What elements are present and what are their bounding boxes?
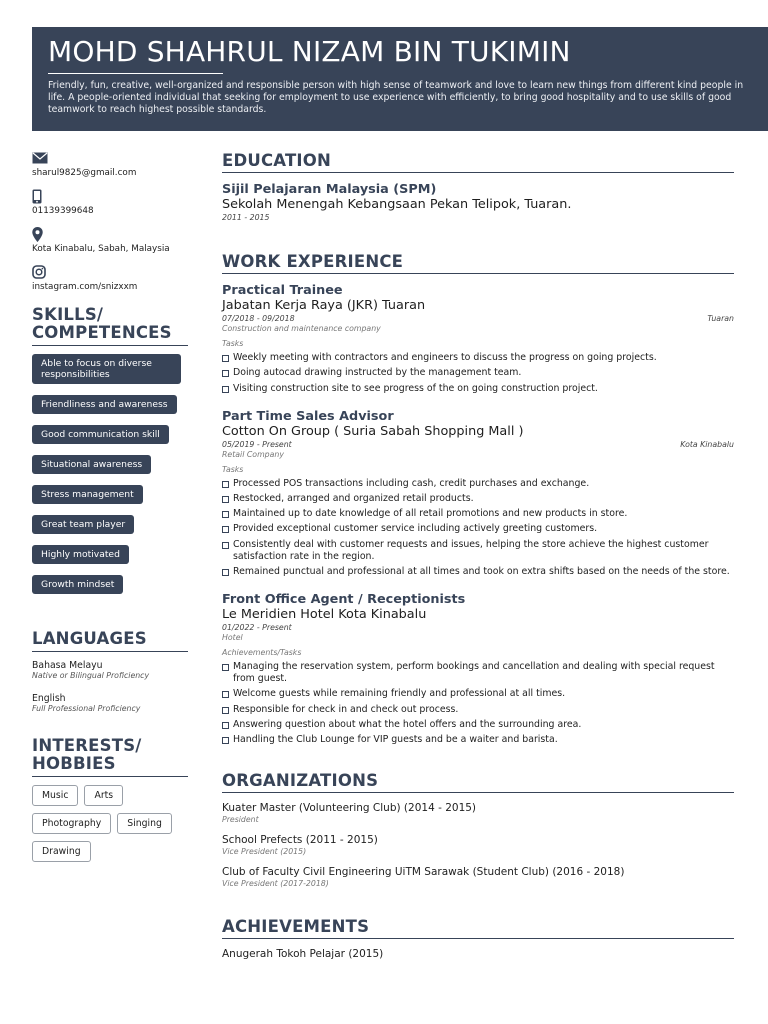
organization-name: Kuater Master (Volunteering Club) (2014 - 2015) bbox=[222, 802, 477, 815]
mail-icon bbox=[32, 152, 48, 164]
job-location: Kota Kinabalu bbox=[680, 439, 734, 449]
task-item: Answering question about what the hotel offers and the surrounding area. bbox=[222, 719, 734, 731]
skill-tag: Situational awareness bbox=[32, 455, 151, 474]
work-heading: WORK EXPERIENCE bbox=[222, 252, 404, 271]
job-role: Front Office Agent / Receptionists bbox=[222, 592, 466, 608]
education-dates: 2011 - 2015 bbox=[222, 213, 270, 222]
organization-name: School Prefects (2011 - 2015) bbox=[222, 834, 378, 847]
hobby-tag: Drawing bbox=[32, 841, 91, 862]
contact-location bbox=[32, 226, 188, 254]
job-meta bbox=[222, 440, 734, 450]
language-name: Bahasa Melayu bbox=[32, 660, 103, 671]
skills-rule bbox=[32, 345, 188, 346]
interests-heading: INTERESTS/ HOBBIES bbox=[32, 736, 142, 773]
sidebar bbox=[32, 150, 188, 862]
tasks-label: Achievements/Tasks bbox=[222, 648, 302, 658]
job-type: Construction and maintenance company bbox=[222, 324, 381, 333]
hobby-tag: Music bbox=[32, 785, 78, 806]
task-item: Maintained up to date knowledge of all retail promotions and new products in store. bbox=[222, 508, 734, 520]
hobbies-list bbox=[32, 785, 188, 862]
job-dates: 05/2019 - Present bbox=[222, 439, 292, 449]
task-item: Provided exceptional customer service including actively greeting customers. bbox=[222, 523, 734, 535]
organization-role: Vice President (2017-2018) bbox=[222, 879, 329, 889]
tasks-label: Tasks bbox=[222, 464, 244, 474]
job-dates: 01/2022 - Present bbox=[222, 623, 292, 633]
resume-header bbox=[32, 27, 768, 131]
job-role: Practical Trainee bbox=[222, 283, 343, 298]
interests-rule bbox=[32, 776, 188, 777]
instagram-text[interactable]: instagram.com/snizxxm bbox=[32, 282, 138, 292]
task-item: Weekly meeting with contractors and engineers to discuss the progress on going projects. bbox=[222, 352, 734, 364]
job-type: Retail Company bbox=[222, 449, 284, 459]
job-org: Le Meridien Hotel Kota Kinabalu bbox=[222, 607, 427, 623]
hobby-tag: Photography bbox=[32, 813, 111, 834]
task-item: Restocked, arranged and organized retail products. bbox=[222, 493, 734, 505]
contact-email bbox=[32, 150, 188, 178]
organization-role: President bbox=[222, 815, 259, 825]
task-list bbox=[222, 661, 734, 746]
skill-tag: Friendliness and awareness bbox=[32, 395, 177, 414]
organization-role: Vice President (2015) bbox=[222, 847, 307, 857]
task-item: Handling the Club Lounge for VIP guests and be a waiter and barista. bbox=[222, 734, 734, 746]
skill-tag: Stress management bbox=[32, 485, 143, 504]
job-meta bbox=[222, 314, 734, 324]
task-item: Visiting construction site to see progress of the on going construction project. bbox=[222, 383, 734, 395]
candidate-name: MOHD SHAHRUL NIZAM BIN TUKIMIN bbox=[48, 35, 571, 68]
education-rule bbox=[222, 172, 734, 173]
main-content bbox=[222, 150, 734, 961]
organizations-heading: ORGANIZATIONS bbox=[222, 771, 379, 791]
skill-tag: Growth mindset bbox=[32, 575, 123, 594]
instagram-icon bbox=[32, 265, 46, 279]
job-entry bbox=[222, 592, 734, 746]
location-text: Kota Kinabalu, Sabah, Malaysia bbox=[32, 244, 170, 254]
job-dates: 07/2018 - 09/2018 bbox=[222, 314, 295, 323]
skill-tag: Great team player bbox=[32, 515, 134, 534]
job-role: Part Time Sales Advisor bbox=[222, 408, 394, 424]
job-entry bbox=[222, 283, 734, 395]
skills-heading: SKILLS/ COMPETENCES bbox=[32, 305, 172, 342]
hobby-tag: Singing bbox=[117, 813, 172, 834]
contact-instagram bbox=[32, 264, 188, 292]
languages-rule bbox=[32, 651, 188, 652]
languages-heading: LANGUAGES bbox=[32, 629, 147, 648]
achievements-rule bbox=[222, 938, 734, 939]
email-text[interactable]: sharul9825@gmail.com bbox=[32, 168, 137, 178]
job-type: Hotel bbox=[222, 633, 243, 643]
job-entry bbox=[222, 409, 734, 578]
achievement-item: Anugerah Tokoh Pelajar (2015) bbox=[222, 948, 384, 961]
skills-list bbox=[32, 354, 188, 605]
skill-tag: Good communication skill bbox=[32, 425, 169, 444]
language-level: Native or Bilingual Proficiency bbox=[32, 671, 150, 680]
job-meta bbox=[222, 623, 734, 633]
skill-tag: Highly motivated bbox=[32, 545, 129, 564]
job-location: Tuaran bbox=[707, 314, 734, 323]
task-list bbox=[222, 478, 734, 578]
task-list bbox=[222, 352, 734, 395]
organizations-rule bbox=[222, 792, 734, 793]
achievements-heading: ACHIEVEMENTS bbox=[222, 917, 370, 937]
education-meta bbox=[222, 213, 734, 223]
education-degree: Sijil Pelajaran Malaysia (SPM) bbox=[222, 182, 437, 197]
skill-tag: Able to focus on diverse responsibilities bbox=[32, 354, 181, 384]
organization-name: Club of Faculty Civil Engineering UiTM Sarawak (Student Club) (2016 - 2018) bbox=[222, 866, 625, 879]
task-item: Consistently deal with customer requests and issues, helping the store achieve the highest customer satisfaction rate in the region. bbox=[222, 539, 734, 563]
education-school: Sekolah Menengah Kebangsaan Pekan Telipok, Tuaran. bbox=[222, 197, 572, 212]
job-org: Cotton On Group ( Suria Sabah Shopping Mall ) bbox=[222, 423, 524, 439]
work-rule bbox=[222, 273, 734, 274]
name-underline bbox=[48, 73, 223, 74]
education-heading: EDUCATION bbox=[222, 151, 331, 170]
task-item: Welcome guests while remaining friendly and professional at all times. bbox=[222, 688, 734, 700]
task-item: Responsible for check in and check out process. bbox=[222, 704, 734, 716]
task-item: Managing the reservation system, perform bookings and cancellation and dealing with special request from guest. bbox=[222, 661, 734, 685]
language-level: Full Professional Proficiency bbox=[32, 704, 141, 713]
job-org: Jabatan Kerja Raya (JKR) Tuaran bbox=[222, 298, 426, 313]
tasks-label: Tasks bbox=[222, 339, 244, 348]
language-name: English bbox=[32, 693, 66, 704]
task-item: Remained punctual and professional at all times and took on extra shifts based on the needs of the store. bbox=[222, 566, 734, 578]
location-icon bbox=[32, 227, 43, 242]
hobby-tag: Arts bbox=[84, 785, 123, 806]
task-item: Processed POS transactions including cash, credit purchases and exchange. bbox=[222, 478, 734, 490]
phone-text[interactable]: 01139399648 bbox=[32, 206, 94, 216]
profile-summary: Friendly, fun, creative, well-organized and responsible person with high sense of teamwork and love to learn new things from different kind people in life. A people-oriented individual that seeking for employment to use experience with efficiently, to bring good hospitality and to use skills of good teamwork to reach highest possible standards. bbox=[48, 80, 744, 115]
task-item: Doing autocad drawing instructed by the management team. bbox=[222, 367, 734, 379]
contact-phone bbox=[32, 188, 188, 216]
phone-icon bbox=[32, 189, 42, 204]
